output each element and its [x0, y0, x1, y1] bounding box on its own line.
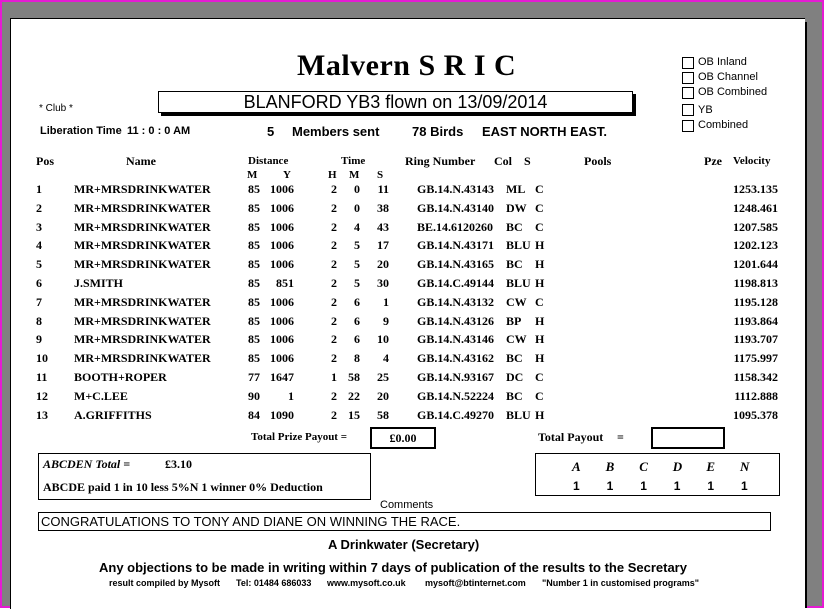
row-time-seconds: 43	[377, 219, 389, 234]
row-name: MR+MRSDRINKWATER	[74, 351, 211, 366]
row-sex: H	[535, 351, 545, 366]
pool-count: 1	[673, 479, 681, 493]
row-colour: CW	[506, 294, 527, 309]
row-dist-yards: 1090	[270, 407, 294, 422]
row-time-minutes: 6	[354, 294, 360, 309]
row-dist-yards: 1006	[270, 257, 294, 272]
row-sex: H	[535, 407, 545, 422]
pools-summary-box	[535, 453, 780, 496]
row-time-hours: 2	[331, 219, 337, 234]
comments-label: Comments	[380, 499, 434, 511]
row-time-hours: 1	[331, 370, 337, 384]
row-time-seconds: 9	[383, 313, 389, 328]
row-pos: 10	[36, 351, 48, 366]
row-velocity: 1201.644	[733, 257, 778, 272]
pool-letter: A	[572, 459, 581, 474]
row-dist-miles: 85	[248, 294, 260, 309]
row-dist-miles: 85	[248, 219, 260, 234]
row-dist-yards: 1006	[270, 294, 294, 309]
row-colour: BC	[506, 257, 523, 272]
row-time-seconds: 38	[377, 200, 389, 215]
row-time-seconds: 20	[377, 388, 389, 403]
yb-checkbox[interactable]	[682, 104, 694, 116]
row-time-seconds: 25	[377, 370, 389, 384]
race-title: BLANFORD YB3 flown on 13/09/2014	[243, 92, 548, 112]
row-name: MR+MRSDRINKWATER	[74, 238, 211, 253]
row-velocity: 1202.123	[733, 238, 778, 253]
pool-count: 1	[640, 479, 647, 493]
row-time-seconds: 17	[377, 238, 389, 253]
wind-direction: EAST NORTH EAST.	[482, 124, 607, 139]
col-sex: S	[524, 154, 531, 168]
row-colour: BLU	[506, 407, 531, 422]
row-dist-miles: 85	[248, 276, 260, 290]
contact-phone: Tel: 01484 686033	[236, 578, 312, 588]
website: www.mysoft.co.uk	[327, 578, 406, 588]
pool-letter: B	[605, 459, 615, 474]
row-name: A.GRIFFITHS	[74, 407, 152, 422]
table-row	[11, 201, 805, 220]
total-payout-label: Total Payout	[538, 430, 604, 444]
row-pos: 13	[36, 407, 48, 422]
row-colour: DW	[506, 200, 527, 215]
row-colour: BC	[506, 219, 523, 234]
row-dist-yards: 1647	[270, 370, 294, 384]
pool-letter: C	[639, 459, 648, 474]
abcden-rule: ABCDE paid 1 in 10 less 5%N 1 winner 0% Deduction	[43, 480, 323, 494]
row-ring-number: GB.14.N.43132	[417, 294, 495, 309]
row-time-seconds: 1	[383, 294, 389, 309]
row-name: BOOTH+ROPER	[74, 370, 167, 384]
row-time-minutes: 6	[354, 332, 360, 347]
col-prize: Pze	[704, 154, 722, 168]
row-name: MR+MRSDRINKWATER	[74, 257, 211, 272]
row-velocity: 1207.585	[733, 219, 778, 234]
row-sex: H	[535, 276, 545, 290]
row-ring-number: GB.14.N.93167	[417, 370, 495, 384]
row-time-minutes: 4	[354, 219, 360, 234]
row-sex: H	[535, 313, 545, 328]
row-dist-yards: 1	[288, 388, 294, 403]
row-dist-miles: 85	[248, 351, 260, 366]
row-sex: C	[535, 294, 544, 309]
row-time-seconds: 58	[377, 407, 389, 422]
row-pos: 11	[36, 370, 48, 384]
col-distance-y: Y	[283, 169, 291, 181]
row-ring-number: GB.14.N.43165	[417, 257, 495, 272]
result-sheet	[10, 18, 805, 609]
ob-channel-checkbox[interactable]	[682, 72, 694, 84]
row-pos: 6	[36, 276, 42, 290]
row-dist-miles: 85	[248, 238, 260, 253]
row-time-minutes: 5	[354, 238, 360, 253]
row-time-minutes: 8	[354, 351, 360, 366]
row-ring-number: GB.14.C.49270	[417, 407, 495, 422]
row-name: MR+MRSDRINKWATER	[74, 219, 211, 234]
row-time-seconds: 10	[377, 332, 389, 347]
pool-count: 1	[573, 479, 580, 493]
row-sex: C	[535, 388, 544, 403]
table-row	[11, 257, 805, 276]
table-row	[11, 220, 805, 239]
table-row	[11, 389, 805, 408]
comments-text: CONGRATULATIONS TO TONY AND DIANE ON WINNING THE RACE.	[41, 514, 461, 529]
row-velocity: 1095.378	[733, 407, 778, 422]
row-time-minutes: 0	[354, 200, 360, 215]
row-time-hours: 2	[331, 257, 337, 272]
table-row	[11, 408, 805, 427]
col-distance: Distance	[248, 155, 289, 167]
compiled-by: result compiled by Mysoft	[109, 578, 221, 588]
row-dist-miles: 85	[248, 313, 260, 328]
row-dist-miles: 84	[248, 407, 260, 422]
col-pos: Pos	[36, 154, 54, 168]
col-ring: Ring Number	[405, 154, 476, 168]
row-name: MR+MRSDRINKWATER	[74, 332, 211, 347]
row-time-minutes: 0	[354, 182, 360, 196]
combined-checkbox[interactable]	[682, 120, 694, 132]
ob-combined-checkbox[interactable]	[682, 87, 694, 99]
ob-inland-label: OB Inland	[698, 56, 747, 68]
yb-label: YB	[698, 104, 713, 116]
col-time-h: H	[328, 169, 337, 181]
col-distance-m: M	[247, 169, 258, 181]
row-pos: 1	[36, 182, 42, 196]
row-time-hours: 2	[331, 238, 337, 253]
row-velocity: 1198.813	[733, 276, 778, 290]
col-colour: Col	[494, 154, 512, 168]
row-time-minutes: 22	[348, 388, 360, 403]
row-dist-miles: 85	[248, 200, 260, 215]
secretary: A Drinkwater (Secretary)	[328, 537, 480, 552]
row-colour: BP	[506, 313, 522, 328]
row-ring-number: GB.14.N.43171	[417, 238, 495, 253]
row-colour: BLU	[506, 276, 531, 290]
row-velocity: 1158.342	[733, 370, 778, 384]
row-pos: 8	[36, 313, 42, 328]
row-time-seconds: 4	[383, 351, 389, 366]
total-prize-label: Total Prize Payout =	[251, 431, 347, 443]
row-time-hours: 2	[331, 200, 337, 215]
total-payout-box	[651, 427, 725, 449]
table-row	[11, 314, 805, 333]
row-time-minutes: 15	[348, 407, 360, 422]
row-velocity: 1195.128	[733, 294, 778, 309]
ob-combined-label: OB Combined	[698, 86, 768, 98]
col-time: Time	[341, 155, 366, 167]
row-pos: 12	[36, 388, 48, 403]
row-time-hours: 2	[331, 294, 337, 309]
row-sex: H	[535, 332, 545, 347]
row-dist-yards: 1006	[270, 219, 294, 234]
row-time-hours: 2	[331, 313, 337, 328]
row-time-seconds: 20	[377, 257, 389, 272]
row-velocity: 1193.864	[733, 313, 778, 328]
row-colour: CW	[506, 332, 527, 347]
row-dist-yards: 1006	[270, 182, 294, 196]
row-velocity: 1248.461	[733, 200, 778, 215]
pool-letter: N	[740, 459, 750, 474]
row-dist-miles: 85	[248, 257, 260, 272]
row-velocity: 1175.997	[733, 351, 778, 366]
email: mysoft@btinternet.com	[425, 578, 526, 588]
table-row	[11, 238, 805, 257]
row-ring-number: GB.14.N.43126	[417, 313, 495, 328]
club-title: Malvern S R I C	[297, 49, 517, 82]
pool-count: 1	[606, 479, 614, 493]
pool-letter: D	[672, 459, 683, 474]
abcden-value: £3.10	[165, 457, 192, 471]
table-row	[11, 370, 805, 389]
col-name: Name	[126, 154, 156, 168]
row-colour: BLU	[506, 238, 531, 253]
table-row	[11, 182, 805, 201]
row-time-seconds: 30	[377, 276, 389, 290]
row-sex: C	[535, 200, 544, 215]
row-colour: DC	[506, 370, 524, 384]
row-dist-miles: 90	[248, 388, 260, 403]
row-pos: 5	[36, 257, 42, 272]
pool-letter: E	[706, 459, 716, 474]
pool-count: 1	[707, 479, 715, 493]
row-ring-number: GB.14.N.43143	[417, 182, 495, 196]
table-row	[11, 295, 805, 314]
row-sex: H	[535, 238, 545, 253]
row-time-hours: 2	[331, 276, 337, 290]
members-sent-label: Members sent	[292, 124, 380, 139]
row-dist-miles: 85	[248, 332, 260, 347]
row-name: M+C.LEE	[74, 388, 128, 403]
row-dist-yards: 1006	[270, 200, 294, 215]
row-time-minutes: 5	[354, 276, 360, 290]
row-sex: C	[535, 219, 544, 234]
row-time-hours: 2	[331, 182, 337, 196]
row-pos: 3	[36, 219, 42, 234]
col-time-s: S	[377, 169, 384, 181]
objections-notice: Any objections to be made in writing within 7 days of publication of the results to the Secretary	[99, 560, 687, 575]
total-payout-equals: =	[617, 430, 624, 444]
row-colour: ML	[506, 182, 526, 196]
total-prize-box	[370, 427, 436, 449]
row-sex: C	[535, 370, 544, 384]
row-name: MR+MRSDRINKWATER	[74, 313, 211, 328]
combined-label: Combined	[698, 119, 749, 131]
row-ring-number: GB.14.N.43140	[417, 200, 495, 215]
birds-count: 78 Birds	[412, 124, 464, 139]
row-ring-number: GB.14.N.43146	[417, 332, 495, 347]
table-row	[11, 332, 805, 351]
row-time-seconds: 11	[377, 182, 389, 196]
row-time-hours: 2	[331, 407, 337, 422]
row-pos: 9	[36, 332, 42, 347]
abcden-label: ABCDEN Total =	[43, 457, 131, 471]
col-pools: Pools	[584, 154, 612, 168]
row-name: MR+MRSDRINKWATER	[74, 294, 211, 309]
row-pos: 2	[36, 200, 42, 215]
abcden-box	[38, 453, 371, 500]
row-pos: 4	[36, 238, 42, 253]
comments-box	[38, 512, 771, 531]
pool-count: 1	[741, 479, 748, 493]
row-ring-number: GB.14.N.52224	[417, 388, 495, 403]
row-time-hours: 2	[331, 332, 337, 347]
row-ring-number: BE.14.6120260	[417, 219, 494, 234]
row-time-minutes: 6	[354, 313, 360, 328]
table-row	[11, 276, 805, 295]
row-dist-yards: 1006	[270, 313, 294, 328]
row-colour: BC	[506, 388, 523, 403]
col-time-m: M	[349, 169, 360, 181]
ob-inland-checkbox[interactable]	[682, 57, 694, 69]
liberation-time: 11 : 0 : 0 AM	[127, 125, 191, 137]
row-ring-number: GB.14.C.49144	[417, 276, 495, 290]
row-name: MR+MRSDRINKWATER	[74, 182, 211, 196]
row-dist-yards: 851	[276, 276, 294, 290]
row-dist-miles: 85	[248, 182, 260, 196]
row-ring-number: GB.14.N.43162	[417, 351, 495, 366]
row-velocity: 1253.135	[733, 182, 778, 196]
row-dist-yards: 1006	[270, 351, 294, 366]
row-dist-miles: 77	[248, 370, 260, 384]
row-pos: 7	[36, 294, 42, 309]
row-dist-yards: 1006	[270, 332, 294, 347]
row-name: MR+MRSDRINKWATER	[74, 200, 211, 215]
total-prize-value: £0.00	[389, 431, 417, 445]
row-sex: H	[535, 257, 545, 272]
row-colour: BC	[506, 351, 523, 366]
row-sex: C	[535, 182, 544, 196]
row-time-hours: 2	[331, 388, 337, 403]
row-time-minutes: 58	[348, 370, 360, 384]
col-velocity: Velocity	[733, 155, 771, 167]
ob-channel-label: OB Channel	[698, 71, 758, 83]
members-sent-count: 5	[267, 124, 275, 139]
club-label: * Club *	[39, 103, 73, 114]
row-dist-yards: 1006	[270, 238, 294, 253]
row-name: J.SMITH	[74, 276, 124, 290]
row-velocity: 1112.888	[734, 388, 778, 403]
row-time-hours: 2	[331, 351, 337, 366]
tagline: "Number 1 in customised programs"	[542, 578, 700, 588]
race-title-box	[158, 91, 633, 113]
table-row	[11, 351, 805, 370]
row-velocity: 1193.707	[733, 332, 778, 347]
row-time-minutes: 5	[354, 257, 360, 272]
liberation-label: Liberation Time	[40, 125, 122, 137]
